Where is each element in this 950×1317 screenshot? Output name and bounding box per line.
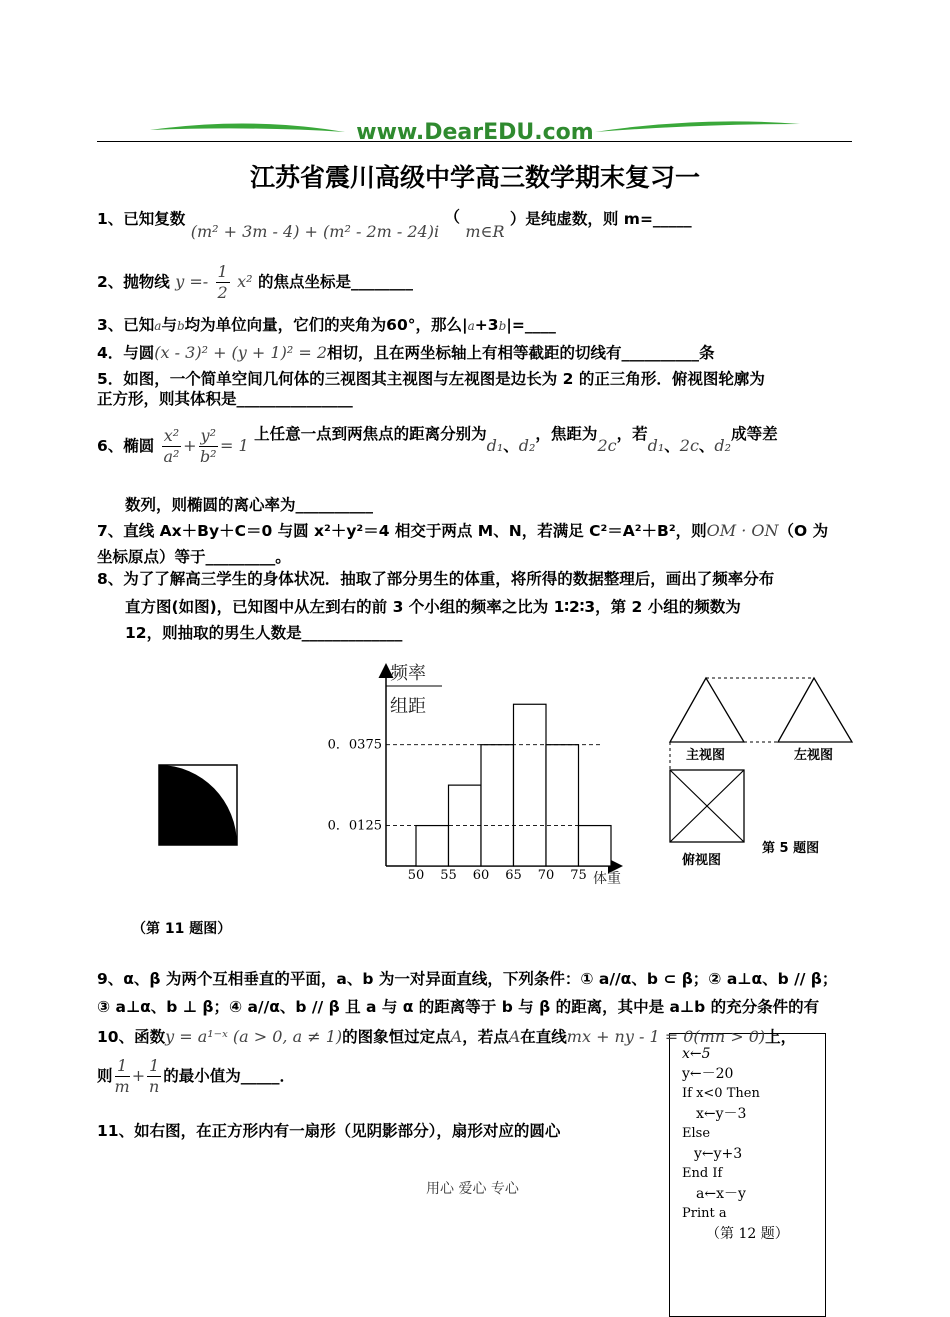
x-tick-label: 50 bbox=[407, 868, 425, 883]
algo-line-6: y←y+3 bbox=[694, 1146, 743, 1162]
histogram-bar bbox=[416, 826, 449, 866]
q2-fraction: $\frac{1}{2}$ bbox=[217, 262, 228, 302]
algo-caption: （第 12 题） bbox=[706, 1226, 789, 1242]
question-6: 6、椭圆 $\frac{\text{x²}}{\text{a²}}$ + $\frac{\text{y²}}{\text{b²}}$ = 1 上任意一点到两焦点的距离分别为d₁、d₂，焦距为2c，若d₁、2c、d₂成等差 bbox=[97, 425, 778, 466]
x-tick-label: 70 bbox=[537, 868, 555, 883]
question-6-line-2: 数列，则椭圆的离心率为__________ bbox=[125, 496, 374, 514]
front-view-label: 主视图 bbox=[686, 748, 726, 763]
y-tick-label: 0．0125 bbox=[327, 818, 382, 834]
algo-line-4: x←y－3 bbox=[696, 1106, 747, 1122]
algo-line-3: If x<0 Then bbox=[682, 1086, 760, 1101]
page-title: 江苏省震川高级中学高三数学期末复习一 bbox=[249, 163, 700, 192]
top-view-label: 俯视图 bbox=[682, 853, 722, 868]
logo-swoosh-left bbox=[150, 123, 345, 132]
three-views-figure bbox=[664, 674, 860, 864]
question-10-line-2: 则 $\frac{1}{m}$ + $\frac{1}{n}$ 的最小值为_____． bbox=[97, 1056, 296, 1096]
question-9-line-1: 9、α、β 为两个互相垂直的平面，a、b 为一对异面直线，下列条件：① a//α、b ⊂ β；② a⊥α、b // β； bbox=[97, 970, 838, 988]
question-8-line-1: 8、为了了解高三学生的身体状况．抽取了部分男生的体重，将所得的数据整理后，画出了频率分布 bbox=[97, 570, 775, 588]
logo-swoosh-right bbox=[595, 121, 800, 132]
question-3: 3、已知a与b均为单位向量，它们的夹角为60°，那么|a+3b|=____ bbox=[97, 316, 556, 334]
q1-condition: m∈R bbox=[465, 222, 505, 241]
question-4: 4．与圆(x - 3)² + (y + 1)² = 2相切，且在两坐标轴上有相等截距的切线有__________条 bbox=[97, 343, 715, 362]
question-8-line-2: 直方图(如图)，已知图中从左到右的前 3 个小组的频率之比为 1∶2∶3，第 2 小组的频数为 bbox=[125, 598, 741, 616]
x-tick-label: 65 bbox=[505, 868, 522, 883]
algo-line-9: Print a bbox=[682, 1206, 727, 1221]
fig11-square-sector bbox=[158, 764, 240, 848]
histogram-chart bbox=[320, 660, 630, 890]
question-11: 11、如右图，在正方形内有一扇形（见阴影部分），扇形对应的圆心 bbox=[97, 1122, 561, 1140]
question-10: 10、函数y = a¹⁻ˣ (a > 0, a ≠ 1)的图象恒过定点A，若点A在直线mx + ny - 1 = 0(mn > 0)上， bbox=[97, 1027, 797, 1046]
q1-formula: (m² + 3m - 4) + (m² - 2m - 24)i bbox=[190, 222, 440, 241]
left-view-label: 左视图 bbox=[794, 748, 834, 763]
algo-line-8: a←x－y bbox=[696, 1186, 746, 1202]
figure-5-caption: 第 5 题图 bbox=[762, 841, 820, 856]
y-tick-label: 0．0375 bbox=[327, 737, 382, 753]
question-7-line-2: 坐标原点）等于_________。 bbox=[97, 548, 291, 566]
histogram-bar bbox=[481, 745, 514, 866]
y-label-bottom: 组距 bbox=[390, 696, 426, 717]
question-9-line-2: ③ a⊥α、b ⊥ β；④ a//α、b // β 且 a 与 α 的距离等于 b 与 β 的距离，其中是 a⊥b 的充分条件的有 bbox=[97, 998, 820, 1016]
footer-text: 用心 爱心 专心 bbox=[426, 1181, 519, 1197]
y-label-top: 频率 bbox=[390, 663, 426, 684]
logo-text: www.DearEDU.com bbox=[356, 120, 594, 145]
left-view-triangle bbox=[778, 678, 852, 742]
question-5-line-1: 5．如图，一个简单空间几何体的三视图其主视图与左视图是边长为 2 的正三角形．俯视图轮廓为 bbox=[97, 370, 765, 388]
algo-line-2: y←－20 bbox=[682, 1066, 734, 1082]
x-tick-label: 75 bbox=[570, 868, 587, 883]
histogram-bar bbox=[514, 704, 547, 866]
x-tick-label: 55 bbox=[440, 868, 457, 883]
question-5-line-2: 正方形，则其体积是_______________ bbox=[97, 390, 353, 408]
front-view-triangle bbox=[670, 678, 744, 742]
question-7: 7、直线 Ax＋By＋C＝0 与圆 x²＋y²＝4 相交于两点 M、N，若满足 C²＝A²＋B²，则OM · ON（O 为 bbox=[97, 521, 829, 540]
histogram-bar bbox=[579, 826, 612, 866]
x-label: 体重 bbox=[593, 871, 621, 887]
algo-line-7: End If bbox=[682, 1166, 723, 1181]
histogram-bar bbox=[546, 745, 579, 866]
header-rule bbox=[97, 141, 852, 142]
algorithm-box bbox=[669, 1033, 826, 1317]
algo-line-5: Else bbox=[682, 1126, 711, 1141]
question-2: 2、抛物线 y =- $\frac{1}{2}$ x² 的焦点坐标是________ bbox=[97, 262, 413, 302]
algo-line-1: x←5 bbox=[682, 1046, 711, 1062]
fig11-caption: （第 11 题图） bbox=[132, 921, 232, 937]
question-8-line-3: 12，则抽取的男生人数是_____________ bbox=[125, 624, 403, 642]
question-1: 1、已知复数 (m² + 3m - 4) + (m² - 2m - 24)i （ m∈R ）是纯虚数，则 m=_____ bbox=[97, 208, 692, 241]
x-tick-label: 60 bbox=[472, 868, 490, 883]
